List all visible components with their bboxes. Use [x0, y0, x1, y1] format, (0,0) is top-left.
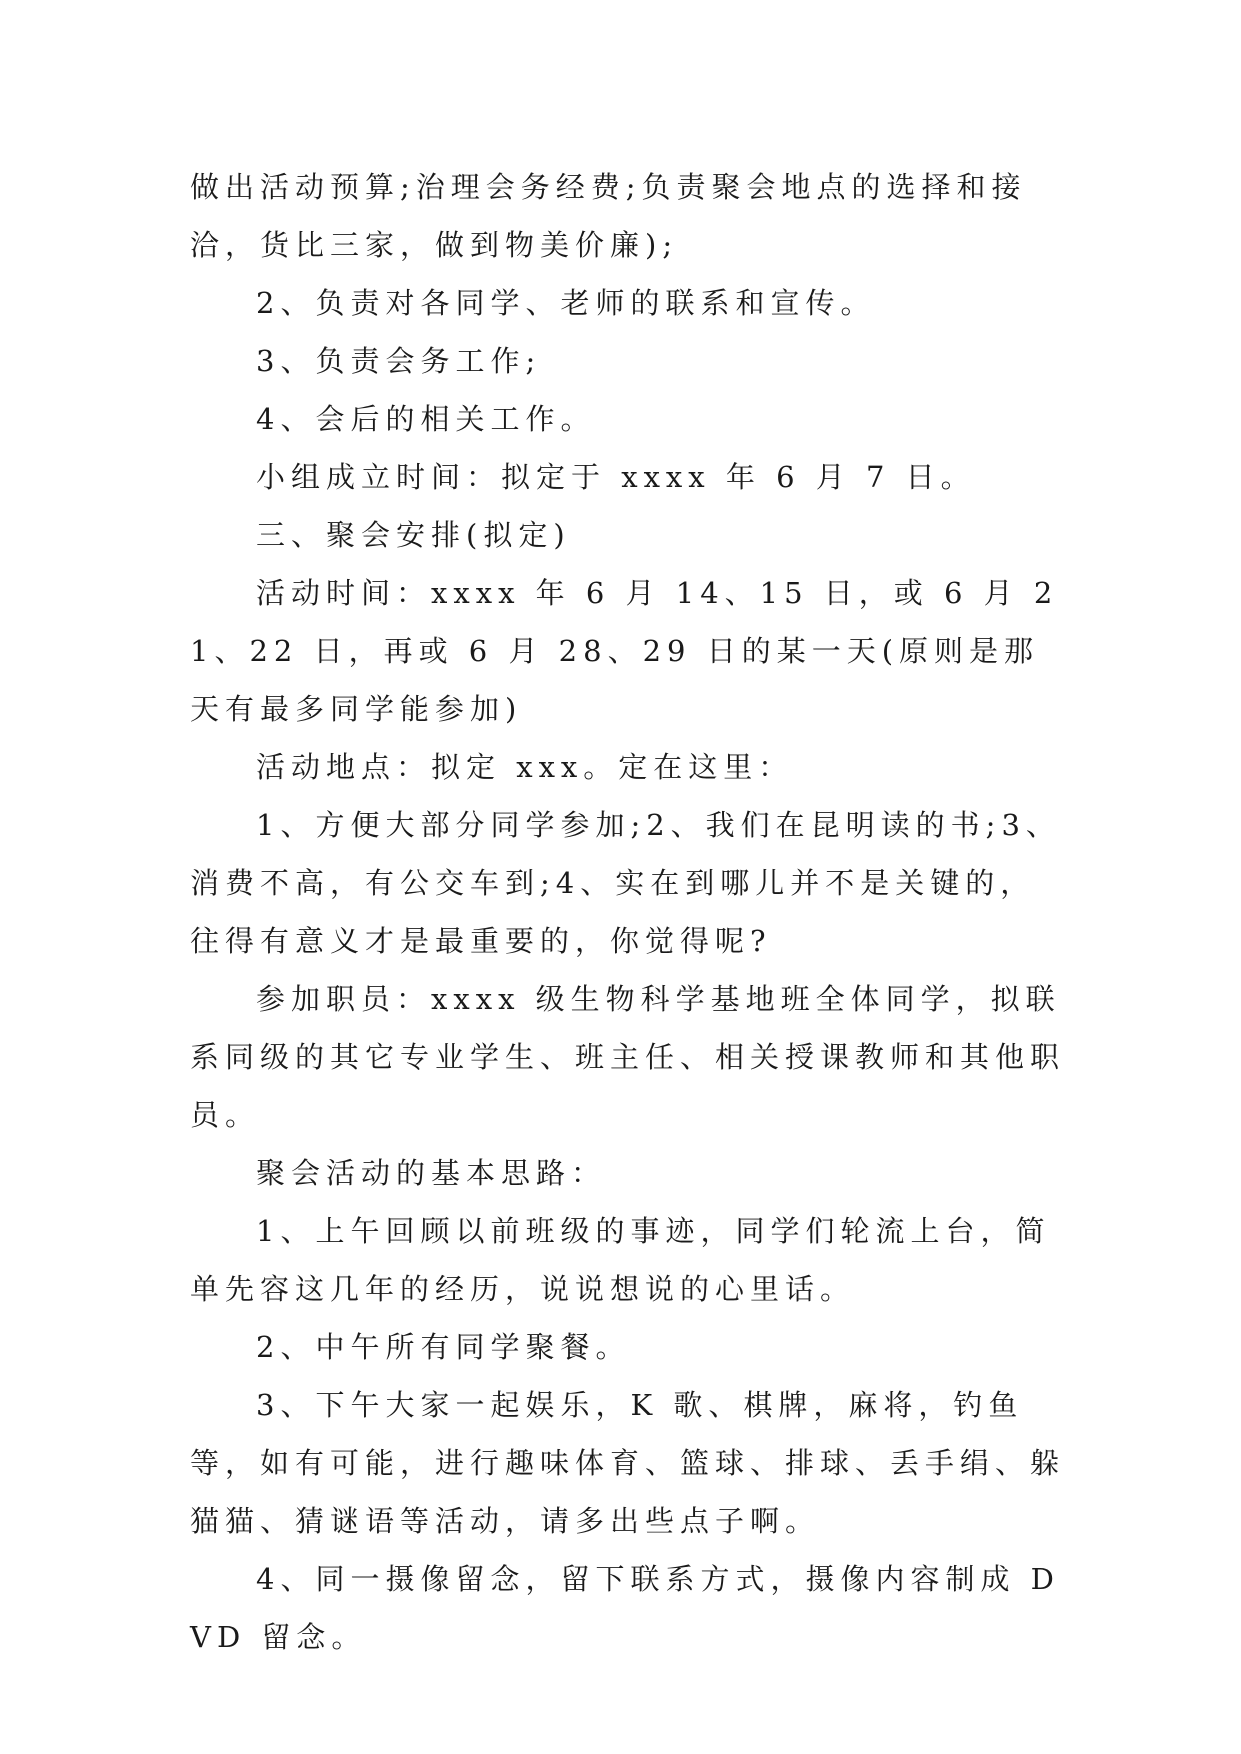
- paragraph-8: 活动地点：拟定 xxx。定在这里：: [256, 750, 794, 784]
- document-body: [190, 158, 1070, 1666]
- paragraph-7: 活动时间：xxxx 年 6 月 14、15 日，或 6 月 21、22 日，再或 6 月 28、29 日的某一天(原则是那天有最多同学能参加): [190, 576, 1059, 726]
- paragraph-13: 2、中午所有同学聚餐。: [256, 1330, 631, 1364]
- paragraph-14: 3、下午大家一起娱乐，K 歌、棋牌，麻将，钓鱼等，如有可能，进行趣味体育、篮球、排球、丢手绢、躲猫猫、猜谜语等活动，请多出些点子啊。: [190, 1388, 1066, 1538]
- paragraph-2: 2、负责对各同学、老师的联系和宣传。: [256, 286, 876, 320]
- section-heading: 三、聚会安排(拟定): [256, 518, 571, 552]
- paragraph-11: 聚会活动的基本思路：: [256, 1156, 607, 1190]
- paragraph-3: 3、负责会务工作;: [256, 344, 542, 378]
- paragraph-5: 小组成立时间：拟定于 xxxx 年 6 月 7 日。: [256, 460, 976, 494]
- paragraph-9: 1、方便大部分同学参加;2、我们在昆明读的书;3、消费不高，有公交车到;4、实在到哪儿并不是关键的，往得有意义才是最重要的，你觉得呢?: [190, 808, 1061, 958]
- paragraph-1: 做出活动预算;治理会务经费;负责聚会地点的选择和接洽，货比三家，做到物美价廉);: [190, 170, 1027, 262]
- paragraph-10: 参加职员：xxxx 级生物科学基地班全体同学，拟联系同级的其它专业学生、班主任、相关授课教师和其他职员。: [190, 982, 1066, 1132]
- paragraph-15: 4、同一摄像留念，留下联系方式，摄像内容制成 DVD 留念。: [190, 1562, 1060, 1654]
- paragraph-12: 1、上午回顾以前班级的事迹，同学们轮流上台，简单先容这几年的经历，说说想说的心里话。: [190, 1214, 1051, 1306]
- paragraph-4: 4、会后的相关工作。: [256, 402, 596, 436]
